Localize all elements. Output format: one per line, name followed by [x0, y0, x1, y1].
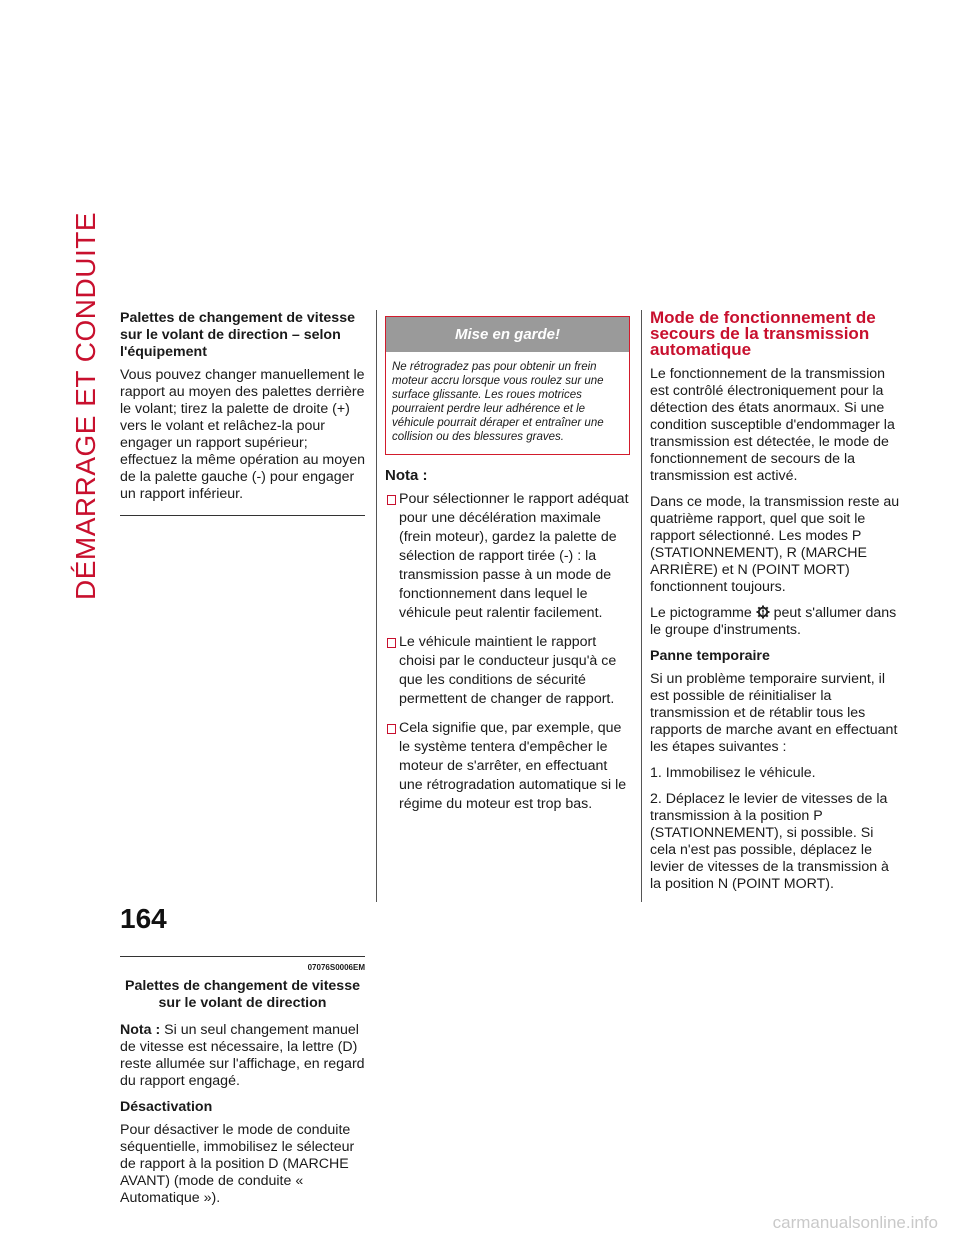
- subheading: Désactivation: [120, 1099, 213, 1115]
- figure-caption: Palettes de changement de vitesse sur le volant de direction: [125, 978, 360, 1011]
- section-heading: Palettes de changement de vitesse sur le volant de direction – selon l'équipement: [120, 310, 355, 360]
- list-item: Cela signifie que, par exemple, que le système tentera d'empêcher le moteur de s'arrêter, en effectuant une rétrogradation automatique si le régime du moteur est trop bas.: [385, 719, 630, 814]
- paragraph: Pour désactiver le mode de conduite séquentielle, immobilisez le sélecteur de rapport à la position D (MARCHE AVANT) (mode de conduite « Automatique »).: [120, 1122, 355, 1206]
- warning-box: [385, 316, 630, 455]
- list-item: Pour sélectionner le rapport adéquat pour une décélération maximale (frein moteur), gardez la palette de sélection de rapport tirée (-) : la transmission passe à un mode de fonctionnement dans lequel le véhicule peut ralentir facilement.: [385, 490, 630, 623]
- nota-heading: Nota :: [385, 467, 428, 484]
- warning-title: Mise en garde!: [386, 317, 629, 352]
- figure-area: [120, 516, 365, 956]
- paragraph-with-icon: Le pictogramme peut s'allumer dans le groupe d'instruments.: [650, 605, 897, 638]
- transmission-warning-icon: [756, 605, 770, 619]
- page-number: 164: [120, 903, 167, 934]
- image-code: 07076S0006EM: [120, 956, 365, 976]
- column-right: [650, 310, 900, 902]
- list-item: Le véhicule maintient le rapport choisi par le conducteur jusqu'à ce que les conditions de sécurité permettent de changer de rapport.: [385, 633, 630, 709]
- nota-paragraph: [120, 1022, 365, 1090]
- paragraph: Si un problème temporaire survient, il est possible de réinitialiser la transmission et de rétablir tous les rapports de marche avant en effectuant les étapes suivantes :: [650, 671, 898, 755]
- checkbox-bullet-icon: [387, 495, 396, 505]
- column-left: [120, 310, 365, 1216]
- paragraph: Dans ce mode, la transmission reste au quatrième rapport, quel que soit le rapport sélectionné. Les modes P (STATIONNEMENT), R (MARCHE ARRIÈRE) et N (POINT MORT) fonctionnent toujours.: [650, 494, 900, 595]
- step-item: 2. Déplacez le levier de vitesses de la transmission à la position P (STATIONNEMENT), si possible. Si cela n'est pas possible, déplacez le levier de vitesses de la transmission à la position N (POINT MORT).: [650, 791, 889, 892]
- step-item: 1. Immobilisez le véhicule.: [650, 765, 816, 781]
- subheading: Panne temporaire: [650, 648, 770, 664]
- checkbox-bullet-icon: [387, 638, 396, 648]
- checkbox-bullet-icon: [387, 724, 396, 734]
- paragraph: Le fonctionnement de la transmission est contrôlé électroniquement pour la détection des états anormaux. Si une condition susceptible d'endommager la transmission est détectée, le mode de fonctionnement de secours de la transmission est activé.: [650, 366, 895, 484]
- paragraph: Vous pouvez changer manuellement le rapport au moyen des palettes derrière le volant; tirez la palette de droite (+) vers le volant et relâchez-la pour engager un rapport supérieur; effectuez la même opération au moyen de la palette gauche (-) pour engager un rapport inférieur.: [120, 367, 366, 502]
- column-middle: [385, 310, 630, 824]
- nota-text: Si un seul changement manuel de vitesse est nécessaire, la lettre (D) reste allumée sur l'affichage, en regard du rapport engagé.: [120, 1022, 365, 1089]
- nota-label: Nota :: [120, 1022, 161, 1038]
- warning-text: Ne rétrogradez pas pour obtenir un frein moteur accru lorsque vous roulez sur une surface glissante. Les roues motrices pourraient perdre leur adhérence et le véhicule pourrait déraper et entraîner une collision ou des blessures graves.: [392, 361, 604, 443]
- column-divider: [641, 310, 642, 902]
- watermark: carmanualsonline.info: [772, 1213, 938, 1232]
- column-divider: [376, 310, 377, 902]
- section-title: Mode de fonctionnement de secours de la transmission automatique: [650, 308, 876, 359]
